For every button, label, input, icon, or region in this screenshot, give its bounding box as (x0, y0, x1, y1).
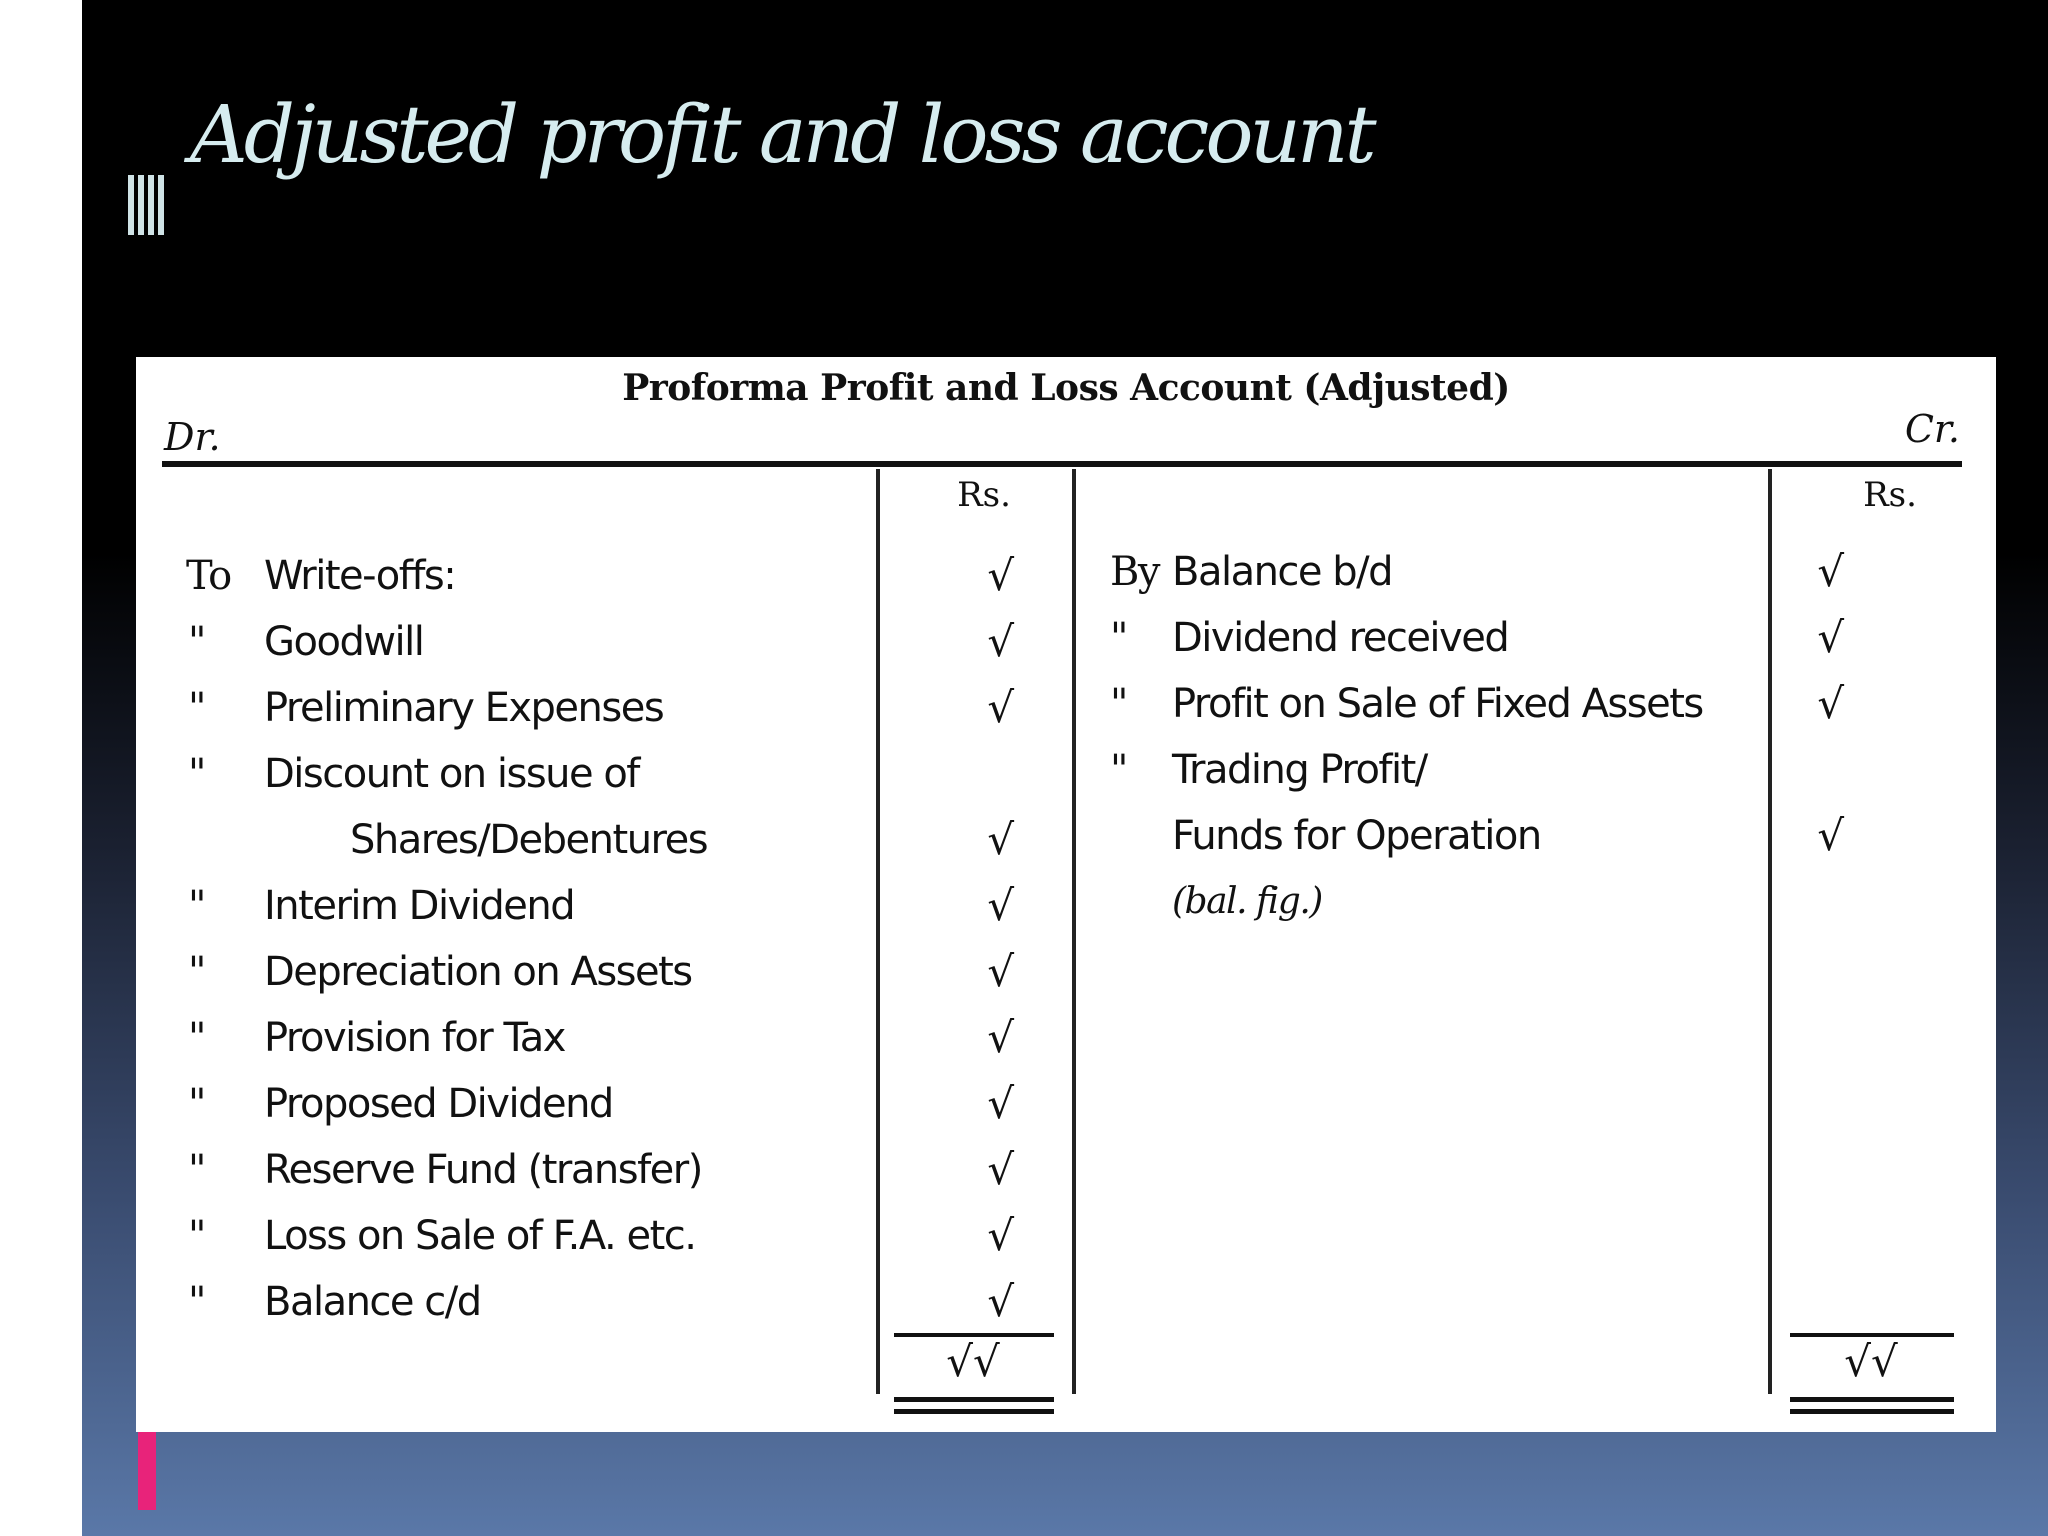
check-mark: √ (1817, 811, 1843, 860)
divider-debit-amount-right (1072, 469, 1076, 1394)
row-label: Trading Profit/ (1172, 747, 1427, 793)
row-label: Balance b/d (1172, 549, 1393, 595)
credit-label: Cr. (1904, 407, 1960, 451)
check-mark: √ (987, 947, 1013, 996)
debit-row (136, 1075, 1072, 1133)
divider-credit-amount-left (1768, 469, 1772, 1394)
row-prefix: " (1110, 747, 1127, 793)
check-mark: √ (987, 1277, 1013, 1326)
statement-title: Proforma Profit and Loss Account (Adjusted) (622, 367, 1510, 409)
credit-amount-header: Rs. (1863, 475, 1917, 515)
row-prefix: " (188, 1279, 205, 1325)
credit-row (1076, 873, 1996, 931)
debit-row (136, 877, 1072, 935)
row-prefix: By (1110, 549, 1159, 595)
check-mark: √ (987, 617, 1013, 666)
check-mark: √ (1817, 679, 1843, 728)
row-label: Dividend received (1172, 615, 1509, 661)
check-mark: √ (1817, 613, 1843, 662)
row-label: Balance c/d (264, 1279, 481, 1325)
debit-row (136, 679, 1072, 737)
check-mark: √ (1817, 547, 1843, 596)
account-statement (136, 357, 1996, 1432)
credit-row (1076, 675, 1996, 733)
debit-row (136, 1009, 1072, 1067)
row-prefix: " (1110, 681, 1127, 727)
debit-total: √√ (946, 1337, 1000, 1386)
check-mark: √ (987, 1211, 1013, 1260)
credit-row (1076, 609, 1996, 667)
row-prefix: " (188, 1213, 205, 1259)
left-strip (0, 0, 82, 1536)
row-prefix: " (188, 619, 205, 665)
debit-total-rule-double-1 (894, 1397, 1054, 1402)
row-prefix: " (188, 883, 205, 929)
header-rule (162, 461, 1962, 467)
row-label: Goodwill (264, 619, 424, 665)
check-mark: √ (987, 1013, 1013, 1062)
row-label: Reserve Fund (transfer) (264, 1147, 702, 1193)
row-label: Depreciation on Assets (264, 949, 692, 995)
row-prefix: " (188, 1081, 205, 1127)
row-label: (bal. fig.) (1172, 881, 1322, 922)
row-label: Profit on Sale of Fixed Assets (1172, 681, 1703, 727)
row-prefix: " (188, 685, 205, 731)
row-prefix: To (186, 553, 231, 599)
credit-row (1076, 543, 1996, 601)
row-label: Write-offs: (264, 553, 456, 599)
row-label: Loss on Sale of F.A. etc. (264, 1213, 696, 1259)
debit-row (136, 745, 1072, 803)
credit-total-rule-double-1 (1790, 1397, 1954, 1402)
row-prefix: " (188, 751, 205, 797)
check-mark: √ (987, 881, 1013, 930)
row-label: Discount on issue of (264, 751, 639, 797)
check-mark: √ (987, 683, 1013, 732)
credit-row (1076, 741, 1996, 799)
debit-amount-header: Rs. (957, 475, 1011, 515)
row-label: Interim Dividend (264, 883, 575, 929)
debit-row (136, 811, 1072, 869)
credit-row (1076, 807, 1996, 865)
credit-total-rule-double-2 (1790, 1409, 1954, 1414)
check-mark: √ (987, 815, 1013, 864)
decorative-lines (128, 175, 164, 235)
row-label: Funds for Operation (1172, 813, 1541, 859)
row-prefix: " (188, 1015, 205, 1061)
row-label: Proposed Dividend (264, 1081, 613, 1127)
row-label: Shares/Debentures (350, 817, 708, 863)
debit-label: Dr. (164, 415, 221, 459)
credit-total: √√ (1844, 1337, 1898, 1386)
row-label: Provision for Tax (264, 1015, 565, 1061)
debit-row (136, 1207, 1072, 1265)
debit-total-rule-double-2 (894, 1409, 1054, 1414)
row-label: Preliminary Expenses (264, 685, 664, 731)
debit-row (136, 943, 1072, 1001)
debit-row (136, 1273, 1072, 1331)
row-prefix: " (188, 1147, 205, 1193)
check-mark: √ (987, 551, 1013, 600)
row-prefix: " (188, 949, 205, 995)
row-prefix: " (1110, 615, 1127, 661)
debit-row (136, 547, 1072, 605)
check-mark: √ (987, 1145, 1013, 1194)
check-mark: √ (987, 1079, 1013, 1128)
slide-title: Adjusted profit and loss account (190, 88, 1373, 181)
debit-row (136, 1141, 1072, 1199)
debit-row (136, 613, 1072, 671)
